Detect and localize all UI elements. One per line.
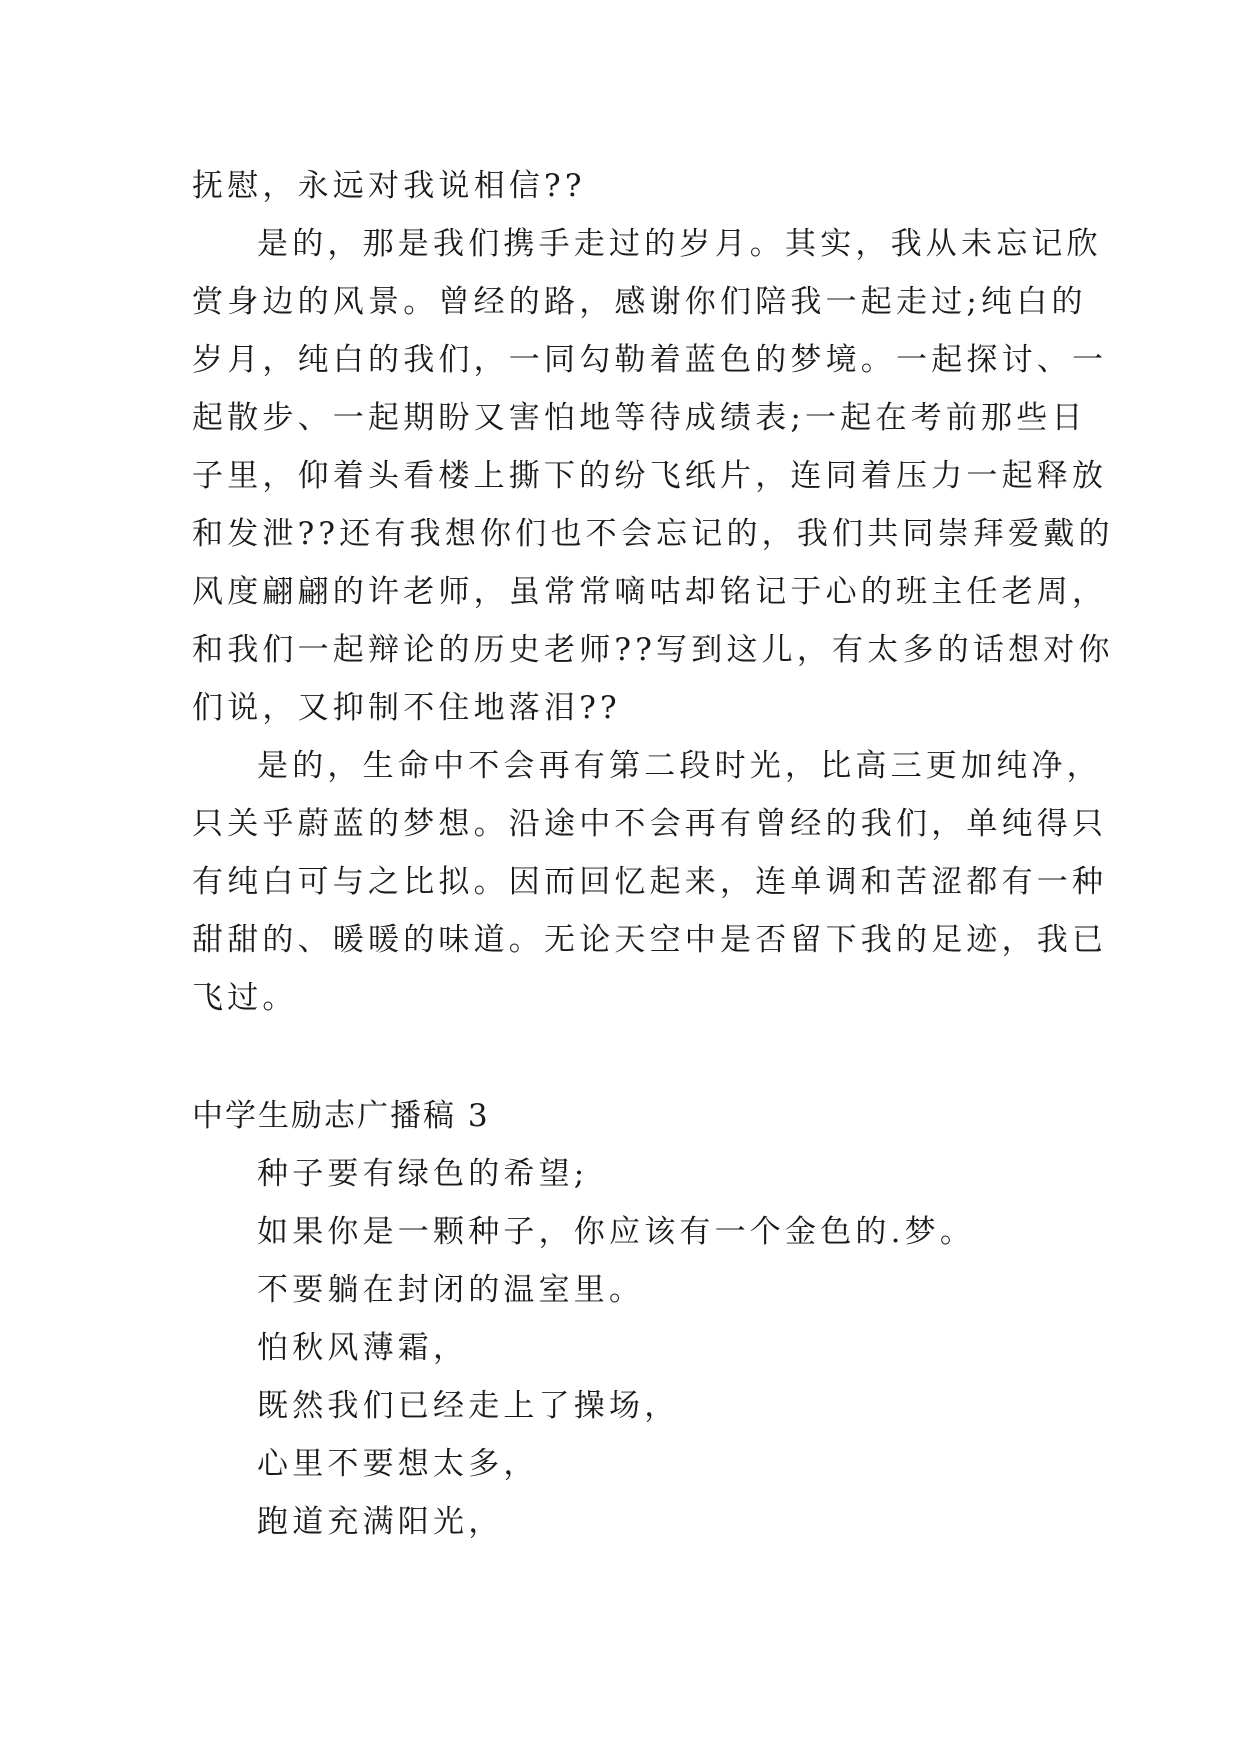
paragraph-line: 们说，又抑制不住地落泪?? xyxy=(192,690,621,726)
section-heading: 中学生励志广播稿 3 xyxy=(192,1098,490,1134)
poem-line: 不要躺在封闭的温室里。 xyxy=(257,1272,645,1308)
paragraph-line: 飞过。 xyxy=(192,980,298,1016)
paragraph-line: 只关乎蔚蓝的梦想。沿途中不会再有曾经的我们，单纯得只 xyxy=(192,806,1108,842)
paragraph-line: 是的，那是我们携手走过的岁月。其实，我从未忘记欣 xyxy=(257,226,1102,262)
paragraph-line: 甜甜的、暖暖的味道。无论天空中是否留下我的足迹，我已 xyxy=(192,922,1108,958)
paragraph-line: 是的，生命中不会再有第二段时光，比高三更加纯净， xyxy=(257,748,1102,784)
paragraph-line: 有纯白可与之比拟。因而回忆起来，连单调和苦涩都有一种 xyxy=(192,864,1108,900)
poem-line: 如果你是一颗种子，你应该有一个金色的.梦。 xyxy=(257,1214,976,1250)
paragraph-line: 子里，仰着头看楼上撕下的纷飞纸片，连同着压力一起释放 xyxy=(192,458,1108,494)
paragraph-line: 岁月，纯白的我们，一同勾勒着蓝色的梦境。一起探讨、一 xyxy=(192,342,1108,378)
poem-line: 种子要有绿色的希望; xyxy=(257,1156,589,1192)
poem-line: 心里不要想太多， xyxy=(257,1446,539,1482)
paragraph-line: 抚慰，永远对我说相信?? xyxy=(192,168,586,204)
paragraph-line: 和我们一起辩论的历史老师??写到这儿，有太多的话想对你 xyxy=(192,632,1114,668)
paragraph-line: 和发泄??还有我想你们也不会忘记的，我们共同崇拜爱戴的 xyxy=(192,516,1114,552)
poem-line: 跑道充满阳光， xyxy=(257,1504,504,1540)
paragraph-line: 赏身边的风景。曾经的路，感谢你们陪我一起走过;纯白的 xyxy=(192,284,1087,320)
poem-line: 既然我们已经走上了操场， xyxy=(257,1388,680,1424)
poem-line: 怕秋风薄霜， xyxy=(257,1330,469,1366)
paragraph-line: 起散步、一起期盼又害怕地等待成绩表;一起在考前那些日 xyxy=(192,400,1087,436)
paragraph-line: 风度翩翩的许老师，虽常常嘀咕却铭记于心的班主任老周， xyxy=(192,574,1108,610)
